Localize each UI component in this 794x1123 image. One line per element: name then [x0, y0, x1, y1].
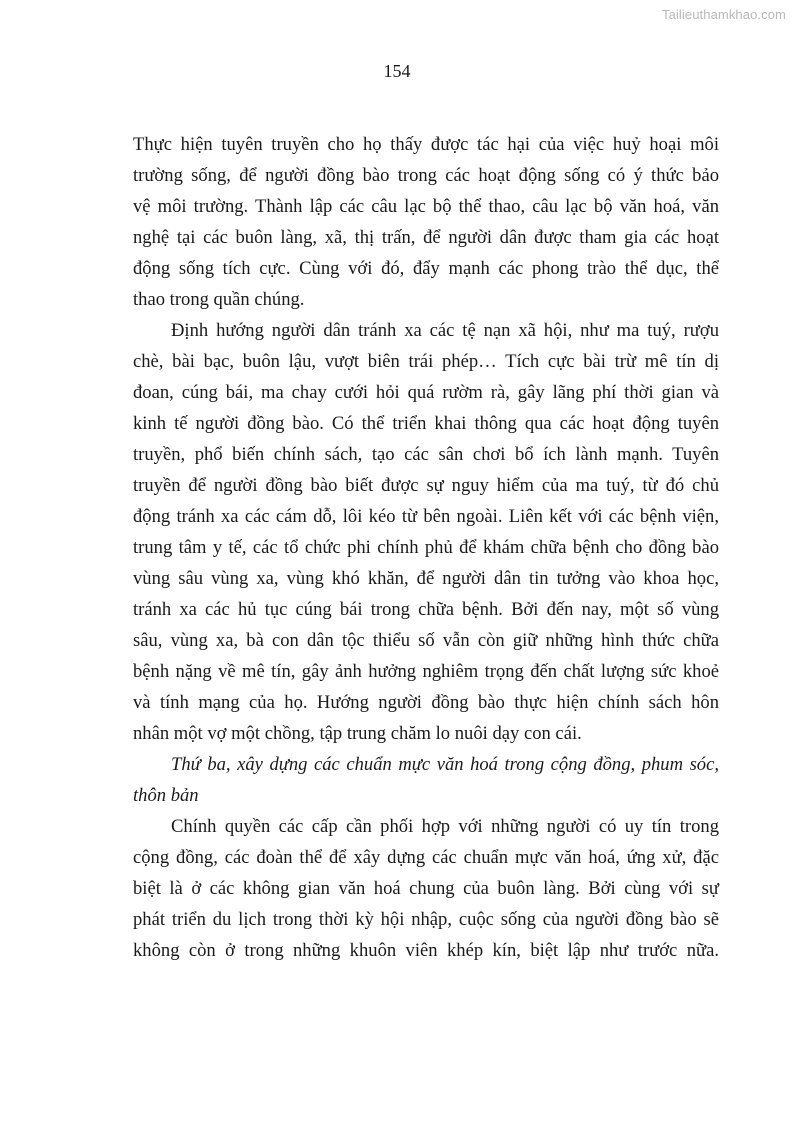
page-number: 154	[383, 61, 411, 81]
text-line: nhân một vợ một chồng, tập trung chăm lo nuôi dạy con cái.	[133, 723, 582, 744]
text-line: Chính quyền các cấp cần phối hợp với những người có uy tín trong	[171, 816, 719, 837]
text-line: truyền, phổ biến chính sách, tạo các sân chơi bổ ích lành mạnh. Tuyên	[133, 444, 719, 465]
text-line: trường sống, để người đồng bào trong các hoạt động sống có ý thức bảo	[133, 165, 719, 186]
paragraph	[133, 315, 719, 749]
text-line: phát triển du lịch trong thời kỳ hội nhập, cuộc sống của người đồng bào sẽ	[133, 909, 719, 930]
text-line: vùng sâu vùng xa, vùng khó khăn, để người dân tin tưởng vào khoa học,	[133, 568, 719, 589]
text-line: trung tâm y tế, các tổ chức phi chính phủ để khám chữa bệnh cho đồng bào	[133, 537, 719, 558]
text-line: chè, bài bạc, buôn lậu, vượt biên trái phép… Tích cực bài trừ mê tín dị	[133, 351, 719, 372]
document-body	[133, 129, 719, 966]
paragraph	[133, 811, 719, 966]
watermark-text: Tailieuthamkhao.com	[661, 7, 786, 22]
text-line: thao trong quần chúng.	[133, 289, 305, 310]
text-line: Định hướng người dân tránh xa các tệ nạn xã hội, như ma tuý, rượu	[171, 320, 719, 341]
text-line: động tránh xa các cám dỗ, lôi kéo từ bên ngoài. Liên kết với các bệnh viện,	[133, 506, 719, 527]
text-line: sâu, vùng xa, bà con dân tộc thiểu số vẫn còn giữ những hình thức chữa	[133, 630, 719, 651]
text-line: truyền để người đồng bào biết được sự nguy hiểm của ma tuý, từ đó chủ	[133, 475, 719, 496]
paragraph	[133, 129, 719, 315]
text-line: biệt là ở các không gian văn hoá chung của buôn làng. Bởi cùng với sự	[133, 878, 719, 899]
text-line: đoan, cúng bái, ma chay cưới hỏi quá rườm rà, gây lãng phí thời gian và	[133, 382, 719, 403]
text-line: tránh xa các hủ tục cúng bái trong chữa bệnh. Bởi đến nay, một số vùng	[133, 599, 719, 620]
text-line: nghệ tại các buôn làng, xã, thị trấn, để người dân được tham gia các hoạt	[133, 227, 719, 248]
text-line: kinh tế người đồng bào. Có thể triển khai thông qua các hoạt động tuyên	[133, 413, 719, 434]
text-line: cộng đồng, các đoàn thể để xây dựng các chuẩn mực văn hoá, ứng xử, đặc	[133, 847, 719, 868]
text-line: vệ môi trường. Thành lập các câu lạc bộ thể thao, câu lạc bộ văn hoá, văn	[133, 196, 719, 217]
text-line: và tính mạng của họ. Hướng người đồng bào thực hiện chính sách hôn	[133, 692, 719, 713]
text-line: Thực hiện tuyên truyền cho họ thấy được tác hại của việc huỷ hoại môi	[133, 134, 719, 155]
text-line: động sống tích cực. Cùng với đó, đẩy mạnh các phong trào thể dục, thể	[133, 258, 719, 279]
text-line: không còn ở trong những khuôn viên khép kín, biệt lập như trước nữa.	[133, 940, 719, 961]
text-line: Thứ ba, xây dựng các chuẩn mực văn hoá trong cộng đồng, phum sóc,	[171, 754, 719, 775]
section-heading	[133, 749, 719, 811]
text-line: bệnh nặng về mê tín, gây ảnh hưởng nghiêm trọng đến chất lượng sức khoẻ	[133, 661, 719, 682]
text-line: thôn bản	[133, 785, 199, 806]
